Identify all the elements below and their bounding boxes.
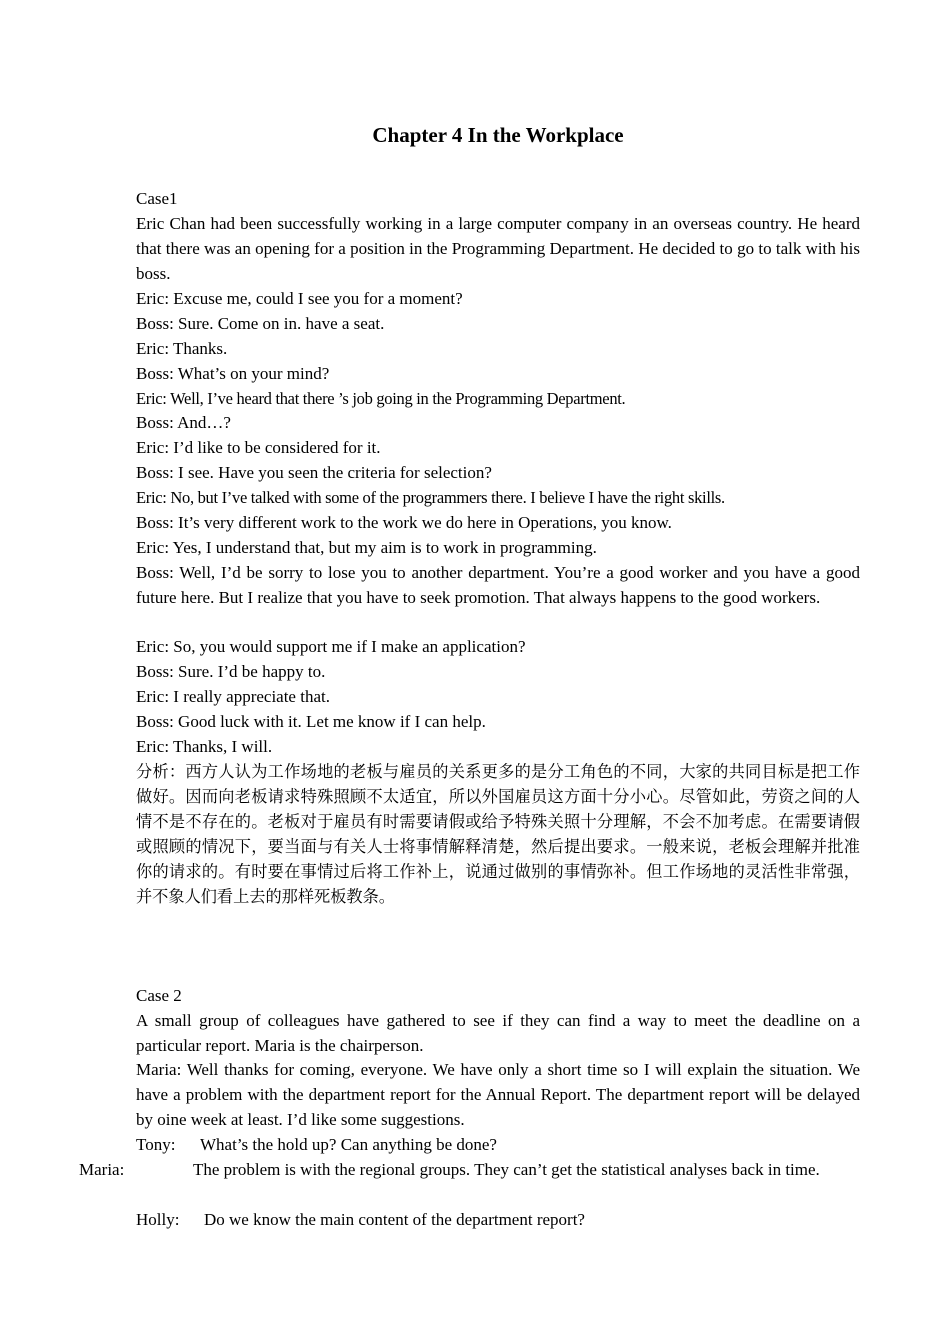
chapter-title: Chapter 4 In the Workplace	[372, 123, 624, 147]
dialogue-text: Do we know the main content of the department report?	[204, 1210, 585, 1229]
dialogue-line: Eric: I really appreciate that.	[136, 687, 330, 706]
case1-heading: Case1	[136, 189, 178, 208]
dialogue-line: Boss: Sure. I’d be happy to.	[136, 662, 326, 681]
tony-line	[136, 1133, 860, 1158]
dialogue-line: Boss: It’s very different work to the work we do here in Operations, you know.	[136, 513, 672, 532]
dialogue-line: Boss: I see. Have you seen the criteria for selection?	[136, 463, 492, 482]
dialogue-line: Boss: What’s on your mind?	[136, 364, 330, 383]
speaker-label: Tony:	[136, 1135, 176, 1154]
case1-intro: Eric Chan had been successfully working in a large computer company in an overseas country. He heard that there was an opening for a position in the Programming Department. He decided to go to talk with his boss.	[136, 214, 860, 283]
dialogue-line: Eric: Thanks, I will.	[136, 737, 273, 756]
dialogue-text: The problem is with the regional groups. They can’t get the statistical analyses back in time.	[193, 1160, 820, 1179]
case2-heading: Case 2	[136, 986, 182, 1005]
dialogue-line: Boss: And…?	[136, 413, 231, 432]
dialogue-line: Eric: No, but I’ve talked with some of the programmers there. I believe I have the right skills.	[136, 488, 725, 507]
dialogue-text: What’s the hold up? Can anything be done?	[200, 1135, 497, 1154]
dialogue-line: Eric: Thanks.	[136, 339, 228, 358]
holly-line	[136, 1208, 860, 1233]
dialogue-line: Eric: Excuse me, could I see you for a moment?	[136, 289, 463, 308]
dialogue-line: Eric: So, you would support me if I make an application?	[136, 637, 526, 656]
case1-analysis: 分析：西方人认为工作场地的老板与雇员的关系更多的是分工角色的不同，大家的共同目标是把工作做好。因而向老板请求特殊照顾不太适宜，所以外国雇员这方面十分小心。尽管如此，劳资之间的人情不是不存在的。老板对于雇员有时需要请假或给予特殊关照十分理解，不会不加考虑。在需要请假或照顾的情况下，要当面与有关人士将事情解释清楚，然后提出要求。一般来说，老板会理解并批准你的请求的。有时要在事情过后将工作补上，说通过做别的事情弥补。但工作场地的灵活性非常强，并不象人们看上去的那样死板教条。	[136, 762, 860, 906]
speaker-label: Maria:	[79, 1160, 125, 1179]
boss-long-reply: Boss: Well, I’d be sorry to lose you to another department. You’re a good worker and you have a good future here. But I realize that you have to seek promotion. That always happens to the good workers.	[136, 563, 860, 607]
dialogue-line: Eric: Well, I’ve heard that there ’s job going in the Programming Department.	[136, 389, 626, 408]
dialogue-line: Eric: I’d like to be considered for it.	[136, 438, 381, 457]
maria-statement: Maria: Well thanks for coming, everyone. We have only a short time so I will explain the situation. We have a problem with the department report for the Annual Report. The department report will be delayed by oine week at least. I’d like some suggestions.	[136, 1060, 860, 1129]
speaker-label: Holly:	[136, 1210, 180, 1229]
dialogue-line: Eric: Yes, I understand that, but my aim is to work in programming.	[136, 538, 597, 557]
maria-reply	[79, 1158, 860, 1183]
case2-intro: A small group of colleagues have gathered to see if they can find a way to meet the deadline on a particular report. Maria is the chairperson.	[136, 1011, 860, 1055]
dialogue-line: Boss: Good luck with it. Let me know if I can help.	[136, 712, 486, 731]
dialogue-line: Boss: Sure. Come on in. have a seat.	[136, 314, 385, 333]
